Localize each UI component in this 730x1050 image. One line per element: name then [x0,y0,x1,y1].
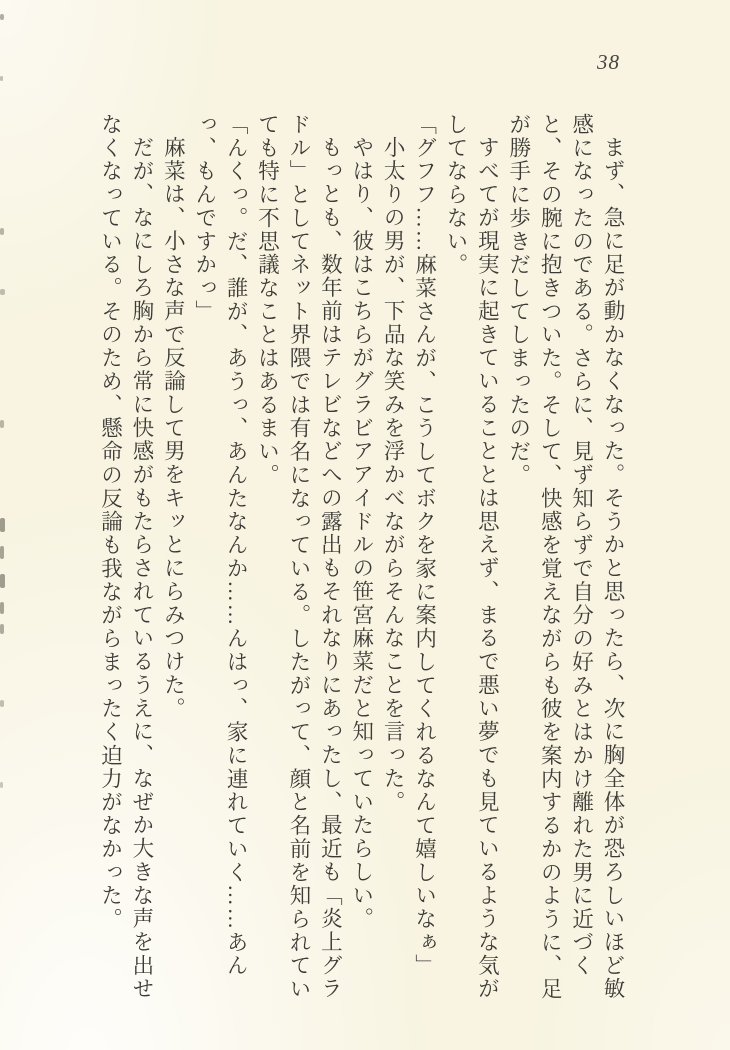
page-edge-artifact [0,700,4,707]
paragraph-dialogue: 「んくっ。だ、誰が、あうっ、あんたなんか……んはっ、家に連れていく……あんっ、もんですかっ」 [192,113,249,978]
page-edge-artifact [0,782,3,788]
paragraph: やはり、彼はこちらがグラビアアイドルの笹宮麻菜だと知っていたらしい。 [349,136,374,931]
page-edge-artifact [0,574,5,588]
page-edge-artifact [0,76,3,81]
page-edge-artifact [0,420,4,428]
page-edge-artifact [0,228,4,235]
paragraph-dialogue: 「グフフ……麻菜さんが、こうしてボクを家に案内してくれるなんて嬉しいなぁ」 [412,113,437,978]
page-edge-artifact [0,289,5,295]
page-edge-artifact [0,624,4,634]
page-edge-artifact [0,14,4,20]
paragraph: まず、急に足が動かなくなった。そうかと思ったら、次に胸全体が恐ろしいほど敏感になったのである。さらに、見ず知らずで自分の好みとはかけ離れた男に近づくと、その腕に抱きついた。そして、快感を覚えながらも彼を案内するかのように、足が勝手に歩きだしてしまったのだ。 [506,113,625,1002]
paragraph: 小太りの男が、下品な笑みを浮かべながらそんなことを言った。 [381,136,406,815]
paragraph: だが、なにしろ胸から常に快感がもたらされているうえに、なぜか大きな声を出せなくなっている。そのため、懸命の反論も我ながらまったく迫力がなかった。 [98,113,154,1002]
paragraph: もっとも、数年前はテレビなどへの露出もそれなりにあったし、最近も「炎上グラドル」としてネット界隈では有名になっている。したがって、顔と名前を知られていても特に不思議なことはあるまい。 [255,113,343,1002]
page-number: 38 [597,50,620,74]
paragraph: 麻菜は、小さな声で反論して男をキッとにらみつけた。 [161,136,186,721]
page-edge-artifact [0,518,5,532]
page-edge-artifact [0,546,4,559]
paragraph: すべてが現実に起きていることとは思えず、まるで悪い夢でも見ているような気がしてならない。 [443,113,500,1002]
body-text [94,113,628,1003]
page-edge-artifact [0,602,4,614]
